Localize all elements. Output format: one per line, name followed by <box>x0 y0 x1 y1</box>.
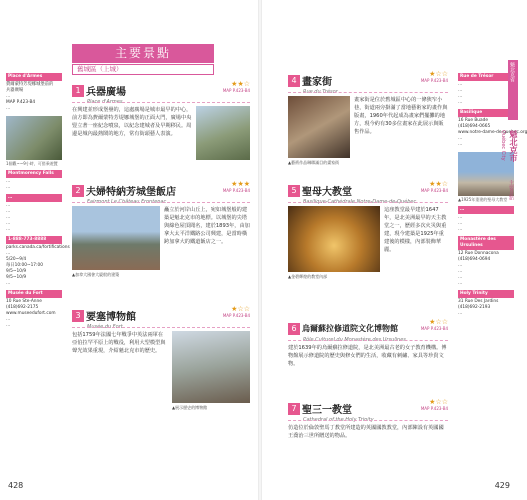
entry-title: 兵器廣場 <box>86 87 126 98</box>
sidebar-line: www.notre-dame-de-quebec.org <box>458 130 527 135</box>
sidebar-photo-caption: 1個觀~~9小時，可搭乘遊覽 <box>6 161 58 166</box>
divider <box>288 92 448 93</box>
rating-stars: ★★★ <box>231 180 250 188</box>
right-sidebar <box>458 70 527 317</box>
sidebar-line: (418)692-2175 <box>6 305 39 310</box>
sidebar-line: 16 Rue Buade <box>458 118 489 123</box>
section-subtitle: 舊城區（上城） <box>72 64 214 75</box>
photo-chateau-frontenac <box>72 206 160 270</box>
rating-stars: ★★☆ <box>429 180 448 188</box>
rating-stars: ★★☆ <box>231 80 250 88</box>
section-title: 主要景點 <box>72 44 214 63</box>
entry-body: 在興建並形成堡壘的，這處廣場是城市最早的中心，前方即為費爾蒙特芳堤娜城堡的正面大門，廣場中央豎立著一座紀念噴泉，以紀念建城者及早期移民。周邊是城內最熱鬧的地方，常有街頭藝人表演。 <box>72 107 192 137</box>
sidebar-heading: 1-888-773-8888 <box>6 236 62 244</box>
sidebar-line: 費爾蒙特芳堤娜城堡前的 <box>6 82 54 87</box>
rating-stars: ★☆☆ <box>429 318 448 326</box>
sidebar-line: … <box>6 106 11 111</box>
entry-title: 聖母大教堂 <box>302 187 352 198</box>
rating-stars: ★☆☆ <box>231 305 250 313</box>
photo-caption: ▲金碧輝煌的教堂內部 <box>288 274 328 279</box>
entry-number: 1 <box>72 85 84 97</box>
sidebar-line: … <box>458 227 463 232</box>
sidebar-line: MAP P.423-B4 <box>6 100 36 105</box>
sidebar-line: … <box>458 311 463 316</box>
sidebar-line: … <box>6 227 11 232</box>
sidebar-line: (418)694-0665 <box>458 124 491 129</box>
sidebar-line: … <box>6 251 11 256</box>
sidebar-line: 兵器廣場 <box>6 88 24 93</box>
entry-body: 仿造位於倫敦聖馬丁教堂所建造的英國國教教堂，內部陳設有英國國王喬治三世所贈送的物品。 <box>288 425 444 439</box>
entry-title: 要塞博物館 <box>86 312 136 323</box>
photo-caption: ▲加拿大國會大廈般的建築 <box>72 272 120 277</box>
divider <box>72 102 250 103</box>
map-reference: MAP P.423-B4 <box>420 188 448 193</box>
left-sidebar <box>6 70 70 329</box>
divider <box>288 202 448 203</box>
entry-title: 夫婦特納芳城堡飯店 <box>86 187 176 198</box>
divider <box>288 420 448 421</box>
entry-english-name: Rue du Trésor <box>303 89 338 95</box>
map-reference: MAP P.423-B4 <box>222 88 250 93</box>
sidebar-photo-caption: ▲1925年重建的聖母大教堂 <box>458 197 508 202</box>
photo-cathedral-interior <box>288 206 380 272</box>
entry-ursulines <box>288 318 448 392</box>
city-title: 魁北克市 <box>509 130 518 162</box>
sidebar-photo-carriage <box>6 116 62 160</box>
sidebar-line: … <box>6 209 11 214</box>
entry-body: 包括1759年法國七年戰爭中英法兩軍在亞伯拉罕平原上的戰役，利用大型模型與聲光效果重現，介紹魁北克市的歷史。 <box>72 332 166 354</box>
side-tab <box>508 60 518 120</box>
left-page <box>0 0 258 500</box>
sidebar-line: … <box>458 136 463 141</box>
entry-title: 畫家街 <box>302 77 332 88</box>
page-number: 429 <box>494 481 510 490</box>
entry-number: 7 <box>288 403 300 415</box>
entry-chateau-frontenac <box>72 180 250 300</box>
city-subtitle: 主要景點 <box>508 180 514 200</box>
entry-musee-du-fort <box>72 305 250 415</box>
map-reference: MAP P.423-B4 <box>420 406 448 411</box>
divider <box>72 202 250 203</box>
sidebar-line: … <box>458 88 463 93</box>
sidebar-heading: … <box>458 206 514 214</box>
entry-place-d-armes <box>72 80 250 168</box>
map-reference: MAP P.423-B4 <box>222 313 250 318</box>
map-reference: MAP P.423-B4 <box>420 78 448 83</box>
sidebar-heading: Musée du Fort <box>6 290 62 298</box>
rating-stars: ★☆☆ <box>429 398 448 406</box>
entry-number: 6 <box>288 323 300 335</box>
page-number: 428 <box>8 481 24 490</box>
city-english: Québec City <box>500 130 506 161</box>
sidebar-line: (418)694-0694 <box>458 257 491 262</box>
divider <box>288 340 448 341</box>
photo-place-d-armes <box>196 106 250 160</box>
sidebar-line: … <box>6 179 11 184</box>
entry-body: 這座教堂最早建於1647年，是北美洲最早的天主教堂之一，歷經多次火災與重建，現今建築是1925年重建後的模樣，內部裝飾華麗。 <box>384 207 447 253</box>
sidebar-heading: … <box>6 194 62 202</box>
right-page <box>262 0 527 500</box>
sidebar-line: 9/5~10/9 <box>6 275 27 280</box>
sidebar-line: 31 Rue Des Jardins <box>458 299 499 304</box>
entry-english-name: Pôle Culturel du Monastère des Ursulines <box>303 337 406 343</box>
entry-number: 2 <box>72 185 84 197</box>
entry-english-name: Musée du Fort <box>87 324 123 330</box>
sidebar-line: … <box>6 185 11 190</box>
entry-notre-dame <box>288 180 448 300</box>
entry-number: 5 <box>288 185 300 197</box>
sidebar-line: … <box>458 281 463 286</box>
divider <box>72 327 250 328</box>
entry-title: 烏爾蘇拉修道院文化博物館 <box>302 324 398 333</box>
sidebar-line: parks.canada.ca/fortifications <box>6 245 70 250</box>
map-reference: MAP P.423-B4 <box>420 326 448 331</box>
entry-english-name: Fairmont Le Château Frontenac <box>87 199 167 205</box>
sidebar-line: … <box>6 323 11 328</box>
sidebar-line: … <box>6 281 11 286</box>
photo-caption: ▲展示歷史的博物館 <box>172 405 208 410</box>
sidebar-line: … <box>458 100 463 105</box>
entry-body: 矗立於河岸山丘上，宛如城堡般的建築是魁北克市的地標。以城堡的尖塔與綠色屋頂聞名，建於1893年，由加拿大太平洋鐵路公司興建，是當時橫跨加拿大的鐵道飯店之一。 <box>164 207 250 245</box>
sidebar-line: 9/5~10/9 <box>6 269 27 274</box>
sidebar-line: … <box>6 317 11 322</box>
sidebar-line: … <box>458 263 463 268</box>
entry-english-name: Place d'Armes <box>87 99 123 105</box>
entry-holy-trinity <box>288 398 448 468</box>
sidebar-line: 10 Rue Ste-Anne <box>6 299 42 304</box>
entry-body: 畫家街是位於舊城區中心的一條狹窄小巷，街道兩旁掛滿了當地藝術家的畫作與版畫，1960年代起成為畫家們擺攤的地方，現今約有30多位畫家在此展示與販售作品。 <box>354 97 448 135</box>
entry-number: 3 <box>72 310 84 322</box>
sidebar-line: 12 Rue Donnacona <box>458 251 499 256</box>
sidebar-line: … <box>6 215 11 220</box>
sidebar-heading: Rue de Trésor <box>458 73 514 81</box>
sidebar-line: … <box>458 269 463 274</box>
sidebar-line: … <box>458 275 463 280</box>
photo-musee-du-fort <box>172 331 250 403</box>
sidebar-line: … <box>458 215 463 220</box>
sidebar-line: … <box>458 221 463 226</box>
map-reference: MAP P.423-B4 <box>222 188 250 193</box>
sidebar-line: … <box>458 142 463 147</box>
rating-stars: ★☆☆ <box>429 70 448 78</box>
sidebar-line: … <box>6 203 11 208</box>
entry-title: 聖三一教堂 <box>302 405 352 416</box>
sidebar-line: … <box>458 82 463 87</box>
sidebar-heading: Monastère des Ursulines <box>458 236 514 250</box>
entry-number: 4 <box>288 75 300 87</box>
entry-english-name: Cathedral of the Holy Trinity <box>303 417 374 423</box>
sidebar-line: 5/20~9/4 <box>6 257 27 262</box>
sidebar-heading: Montmorency Falls <box>6 170 62 178</box>
sidebar-line: … <box>458 94 463 99</box>
sidebar-line: … <box>6 94 11 99</box>
side-tab-label: 魁北克省 <box>509 62 515 82</box>
sidebar-line: (418)692-2193 <box>458 305 491 310</box>
sidebar-line: 毎日10:00~17:00 <box>6 263 43 268</box>
sidebar-heading: Place d'Armes <box>6 73 62 81</box>
photo-rue-du-tresor <box>288 96 350 158</box>
entry-rue-du-tresor <box>288 70 448 170</box>
photo-caption: ▲藝術作品琳瑯滿目的畫家街 <box>288 160 340 165</box>
sidebar-heading: Basilique <box>458 109 514 117</box>
sidebar-heading: Holy Trinity <box>458 290 514 298</box>
sidebar-line: www.museedufort.com <box>6 311 56 316</box>
entry-body: 建於1639年的烏爾蘇拉修道院，是北美洲最古老的女子教育機構。博物館展示修道院的歷史與修女們的生活，收藏有刺繡、家具等珍貴文物。 <box>288 345 447 367</box>
sidebar-line: … <box>6 221 11 226</box>
entry-english-name: Basilique-Cathédrale Notre-Dame-de-Québec <box>303 199 417 205</box>
